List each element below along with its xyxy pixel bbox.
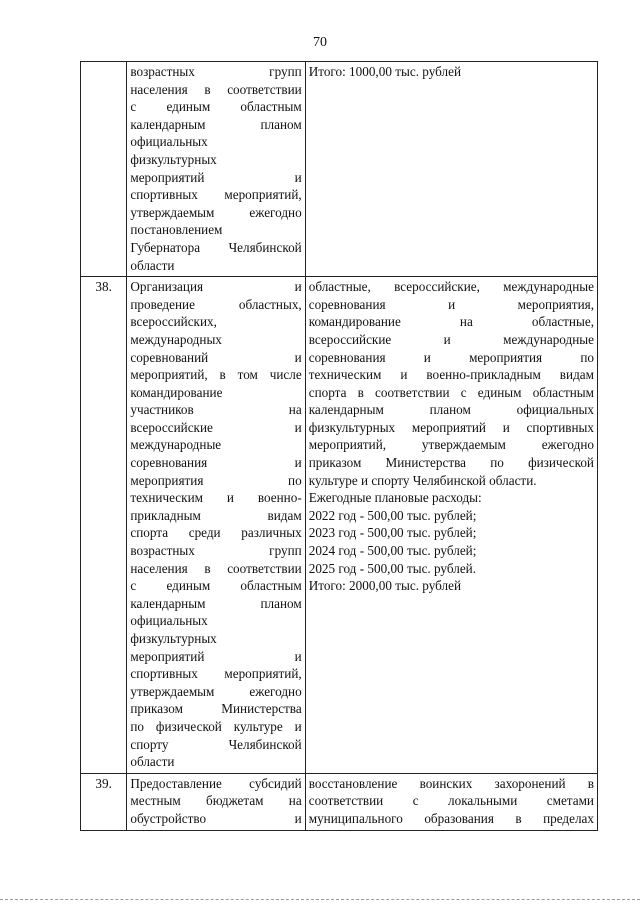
activity-text-line: календарным планом xyxy=(130,116,302,132)
activity-text-line: участников на xyxy=(130,402,302,418)
activity-text-line: мероприятий и xyxy=(130,648,302,664)
activity-text-line: местным бюджетам на xyxy=(130,793,302,809)
activity-text-line: календарным планом xyxy=(130,595,302,611)
description-text-line: областные, всероссийские, международные xyxy=(308,279,594,295)
description-text-line: командирование на областные, xyxy=(308,314,594,330)
activity-text-line: Предоставление субсидий xyxy=(130,775,302,791)
activity-name-cell xyxy=(127,62,305,277)
activity-text-line: обустройство и xyxy=(130,810,302,826)
activity-text-line: соревнования и xyxy=(130,455,302,471)
activity-text-line: утверждаемым ежегодно xyxy=(130,204,302,220)
row-number-cell: 38. xyxy=(81,277,127,774)
activity-text-line: приказом Министерства xyxy=(130,701,302,717)
activity-name-cell xyxy=(127,277,305,774)
activity-text-line: мероприятия по xyxy=(130,472,302,488)
description-cell xyxy=(305,277,597,774)
activity-text-line: с единым областным xyxy=(130,99,302,115)
activity-text-line: спорта среди различных xyxy=(130,525,302,541)
description-text-line: 2025 год - 500,00 тыс. рублей. xyxy=(308,560,477,576)
table-row xyxy=(81,773,598,830)
activity-text-line: техническим и военно- xyxy=(130,490,302,506)
page-number: 70 xyxy=(313,35,327,50)
description-cell xyxy=(305,773,597,830)
row-number-cell: 39. xyxy=(81,773,127,830)
description-text-line: соревнования и мероприятия по xyxy=(308,349,594,365)
program-activities-table xyxy=(80,61,598,831)
activity-text-line: с единым областным xyxy=(130,578,302,594)
activity-text-line: проведение областных, xyxy=(130,296,302,312)
description-text-line: всероссийские и международные xyxy=(308,331,594,347)
description-text-line: спорта в соответствии с единым областным xyxy=(308,384,594,400)
description-text-line: Итого: 1000,00 тыс. рублей xyxy=(308,64,461,79)
activity-text-line: спорту Челябинской xyxy=(130,736,302,752)
description-text-line: 2023 год - 500,00 тыс. рублей; xyxy=(308,525,477,541)
description-text-line: 2024 год - 500,00 тыс. рублей; xyxy=(308,543,477,559)
activity-text-line: Губернатора Челябинской xyxy=(130,239,302,255)
description-text-line: соревнования и мероприятия, xyxy=(308,296,594,312)
activity-text-line: официальных xyxy=(130,134,208,150)
activity-text-line: области xyxy=(130,257,175,273)
description-cell xyxy=(305,62,597,277)
activity-text-line: физкультурных xyxy=(130,631,217,646)
description-text-line: муниципального образования в пределах xyxy=(308,810,594,826)
activity-text-line: постановлением xyxy=(130,222,223,238)
page-bottom-divider xyxy=(0,899,640,901)
activity-text-line: мероприятий, в том числе xyxy=(130,367,302,383)
activity-name-cell xyxy=(127,773,305,830)
description-text-line: Итого: 2000,00 тыс. рублей xyxy=(308,578,461,594)
description-text-line: техническим и военно-прикладным видам xyxy=(308,367,594,383)
activity-text-line: населения в соответствии xyxy=(130,560,302,576)
activity-text-line: международных xyxy=(130,331,222,347)
activity-text-line: физкультурных xyxy=(130,151,217,167)
activity-text-line: международные xyxy=(130,437,222,453)
description-text-line: культуре и спорту Челябинской области. xyxy=(308,472,537,488)
activity-text-line: возрастных групп xyxy=(130,543,302,559)
activity-text-line: утверждаемым ежегодно xyxy=(130,683,302,699)
table-row xyxy=(81,62,598,277)
activity-text-line: мероприятий и xyxy=(130,169,302,185)
activity-text-line: Организация и xyxy=(130,279,302,295)
activity-text-line: официальных xyxy=(130,613,208,629)
description-text-line: приказом Министерства по физической xyxy=(308,455,594,471)
row-number-cell xyxy=(81,62,127,277)
table-row xyxy=(81,277,598,774)
activity-text-line: возрастных групп xyxy=(130,64,302,79)
activity-text-line: соревнований и xyxy=(130,349,302,365)
activity-text-line: населения в соответствии xyxy=(130,81,302,97)
description-text-line: мероприятий, утверждаемым ежегодно xyxy=(308,437,594,453)
description-text-line: Ежегодные плановые расходы: xyxy=(308,490,482,506)
activity-text-line: по физической культуре и xyxy=(130,718,302,734)
description-text-line: соответствии с локальными сметами xyxy=(308,793,594,809)
activity-text-line: всероссийские и xyxy=(130,419,302,435)
description-text-line: календарным планом официальных xyxy=(308,402,594,418)
activity-text-line: всероссийских, xyxy=(130,314,217,330)
activity-text-line: области xyxy=(130,754,175,770)
activity-text-line: спортивных мероприятий, xyxy=(130,187,302,203)
description-text-line: физкультурных мероприятий и спортивных xyxy=(308,419,594,435)
activity-text-line: спортивных мероприятий, xyxy=(130,666,302,682)
description-text-line: восстановление воинских захоронений в xyxy=(308,775,594,791)
activity-text-line: прикладным видам xyxy=(130,507,302,523)
description-text-line: 2022 год - 500,00 тыс. рублей; xyxy=(308,507,477,523)
activity-text-line: командирование xyxy=(130,384,223,400)
